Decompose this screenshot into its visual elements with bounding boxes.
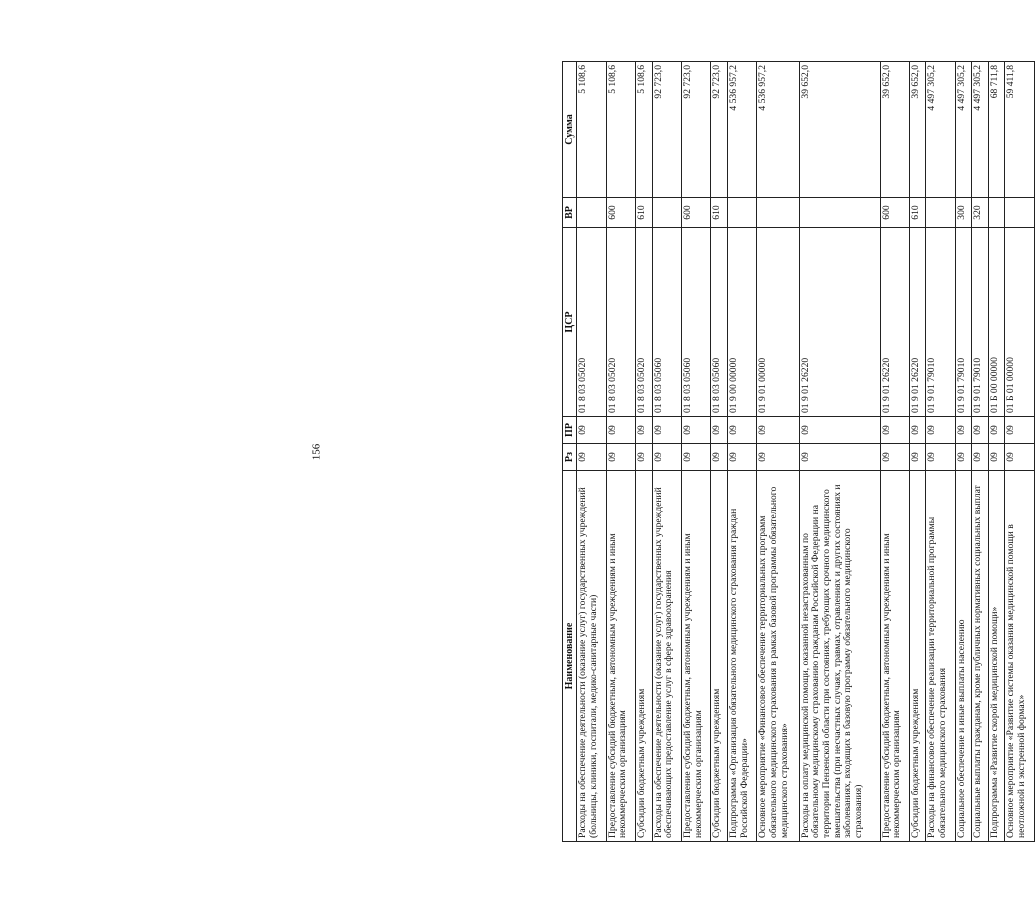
cell-rz: 09	[711, 444, 728, 471]
cell-rz: 09	[880, 444, 909, 471]
cell-rz: 09	[577, 444, 606, 471]
cell-csr: 01 9 01 26220	[909, 228, 926, 417]
cell-name: Основное мероприятие «Развитие системы оказания медицинской помощи в неотложной и экстренной формах»	[1005, 471, 1035, 842]
table-row	[652, 62, 681, 842]
header-name: Наименование	[563, 471, 577, 842]
cell-csr: 01 Б 00 00000	[988, 228, 1005, 417]
cell-name: Расходы на обеспечение деятельности (оказание услуг) государственных учреждений (больницы, клиники, госпитали, медико-санитарные части)	[577, 471, 606, 842]
cell-name: Субсидии бюджетным учреждениям	[909, 471, 926, 842]
cell-vr	[926, 198, 955, 228]
cell-csr: 01 Б 01 00000	[1005, 228, 1035, 417]
cell-csr: 01 8 03 05060	[711, 228, 728, 417]
cell-name: Предоставление субсидий бюджетным, автономным учреждениям и иным некоммерческим организациям	[880, 471, 909, 842]
cell-sum: 4 536 957,2	[757, 62, 799, 198]
cell-sum: 5 108,6	[636, 62, 653, 198]
cell-pr: 09	[799, 417, 880, 444]
table-row	[1005, 62, 1035, 842]
cell-pr: 09	[880, 417, 909, 444]
table-row	[757, 62, 799, 842]
cell-pr: 09	[909, 417, 926, 444]
cell-sum: 5 108,6	[606, 62, 635, 198]
cell-rz: 09	[955, 444, 972, 471]
cell-sum: 39 652,0	[799, 62, 880, 198]
cell-name: Предоставление субсидий бюджетным, автономным учреждениям и иным некоммерческим организациям	[606, 471, 635, 842]
cell-pr: 09	[577, 417, 606, 444]
table-row	[799, 62, 880, 842]
cell-name: Предоставление субсидий бюджетным, автономным учреждениям и иным некоммерческим организациям	[681, 471, 710, 842]
cell-name: Расходы на финансовое обеспечение реализации территориальной программы обязательного медицинского страхования	[926, 471, 955, 842]
cell-vr: 600	[606, 198, 635, 228]
cell-rz: 09	[652, 444, 681, 471]
cell-pr: 09	[972, 417, 989, 444]
cell-csr: 01 9 01 79010	[955, 228, 972, 417]
cell-vr: 320	[972, 198, 989, 228]
cell-vr: 600	[880, 198, 909, 228]
table-row	[606, 62, 635, 842]
cell-sum: 5 108,6	[577, 62, 606, 198]
cell-csr: 01 9 01 26220	[799, 228, 880, 417]
cell-vr	[577, 198, 606, 228]
cell-csr: 01 8 03 05060	[681, 228, 710, 417]
cell-rz: 09	[681, 444, 710, 471]
cell-csr: 01 9 01 00000	[757, 228, 799, 417]
cell-rz: 09	[606, 444, 635, 471]
cell-vr: 600	[681, 198, 710, 228]
cell-csr: 01 8 03 05020	[636, 228, 653, 417]
table-row	[988, 62, 1005, 842]
cell-pr: 09	[606, 417, 635, 444]
cell-name: Основное мероприятие «Финансовое обеспечение территориальных программ обязательного медицинского страхования в рамках базовой программы обязательного медицинского страхования»	[757, 471, 799, 842]
cell-csr: 01 9 00 00000	[727, 228, 756, 417]
cell-rz: 09	[727, 444, 756, 471]
table-row	[972, 62, 989, 842]
table-row	[711, 62, 728, 842]
cell-vr	[727, 198, 756, 228]
cell-rz: 09	[972, 444, 989, 471]
cell-sum: 59 411,8	[1005, 62, 1035, 198]
cell-sum: 92 723,0	[652, 62, 681, 198]
header-csr: ЦСР	[563, 228, 577, 417]
cell-sum: 4 497 305,2	[926, 62, 955, 198]
cell-name: Субсидии бюджетным учреждениям	[636, 471, 653, 842]
budget-table-rotated	[562, 62, 1035, 842]
cell-csr: 01 8 03 05060	[652, 228, 681, 417]
table-header-row	[563, 62, 577, 842]
cell-pr: 09	[711, 417, 728, 444]
cell-sum: 39 652,0	[909, 62, 926, 198]
header-vr: ВР	[563, 198, 577, 228]
cell-pr: 09	[727, 417, 756, 444]
cell-name: Социальное обеспечение и иные выплаты населению	[955, 471, 972, 842]
cell-pr: 09	[955, 417, 972, 444]
table-row	[955, 62, 972, 842]
cell-sum: 4 497 305,2	[955, 62, 972, 198]
cell-csr: 01 9 01 79010	[926, 228, 955, 417]
cell-sum: 68 711,8	[988, 62, 1005, 198]
page-number: 156	[310, 443, 323, 461]
cell-vr	[799, 198, 880, 228]
table-row	[727, 62, 756, 842]
cell-vr: 300	[955, 198, 972, 228]
budget-table	[562, 61, 1035, 842]
cell-pr: 09	[652, 417, 681, 444]
cell-name: Социальные выплаты гражданам, кроме публичных нормативных социальных выплат	[972, 471, 989, 842]
cell-vr	[1005, 198, 1035, 228]
cell-vr: 610	[636, 198, 653, 228]
cell-pr: 09	[1005, 417, 1035, 444]
cell-vr	[988, 198, 1005, 228]
table-row	[636, 62, 653, 842]
cell-rz: 09	[1005, 444, 1035, 471]
cell-pr: 09	[757, 417, 799, 444]
cell-rz: 09	[909, 444, 926, 471]
cell-sum: 39 652,0	[880, 62, 909, 198]
cell-name: Расходы на оплату медицинской помощи, оказанной незастрахованным по обязательному медицинскому страхованию гражданам Российской Федерации на территории Пензенской области при состояниях, требующих срочного медицинского вмешательства (при несчастных случаях, травмах, отравлениях и других состояниях и заболеваниях, входящих в базовую программу обязательного медицинского страхования)	[799, 471, 880, 842]
cell-vr	[652, 198, 681, 228]
cell-vr: 610	[909, 198, 926, 228]
table-row	[909, 62, 926, 842]
cell-pr: 09	[681, 417, 710, 444]
cell-pr: 09	[926, 417, 955, 444]
table-row	[577, 62, 606, 842]
cell-sum: 4 536 957,2	[727, 62, 756, 198]
cell-name: Расходы на обеспечение деятельности (оказание услуг) государственных учреждений обеспечивающих предоставление услуг в сфере здравоохранения	[652, 471, 681, 842]
cell-sum: 92 723,0	[681, 62, 710, 198]
cell-pr: 09	[988, 417, 1005, 444]
cell-name: Подпрограмма «Организация обязательного медицинского страхования граждан Российской Федерации»	[727, 471, 756, 842]
cell-vr: 610	[711, 198, 728, 228]
table-row	[681, 62, 710, 842]
cell-csr: 01 8 03 05020	[606, 228, 635, 417]
cell-rz: 09	[799, 444, 880, 471]
cell-csr: 01 9 01 26220	[880, 228, 909, 417]
cell-csr: 01 8 03 05020	[577, 228, 606, 417]
cell-rz: 09	[988, 444, 1005, 471]
cell-vr	[757, 198, 799, 228]
cell-csr: 01 9 01 79010	[972, 228, 989, 417]
header-rz: Рз	[563, 444, 577, 471]
cell-sum: 92 723,0	[711, 62, 728, 198]
table-row	[926, 62, 955, 842]
cell-name: Субсидии бюджетным учреждениям	[711, 471, 728, 842]
cell-name: Подпрограмма «Развитие скорой медицинской помощи»	[988, 471, 1005, 842]
header-sum: Сумма	[563, 62, 577, 198]
cell-pr: 09	[636, 417, 653, 444]
cell-rz: 09	[757, 444, 799, 471]
cell-rz: 09	[636, 444, 653, 471]
cell-rz: 09	[926, 444, 955, 471]
table-row	[880, 62, 909, 842]
header-pr: ПР	[563, 417, 577, 444]
cell-sum: 4 497 305,2	[972, 62, 989, 198]
